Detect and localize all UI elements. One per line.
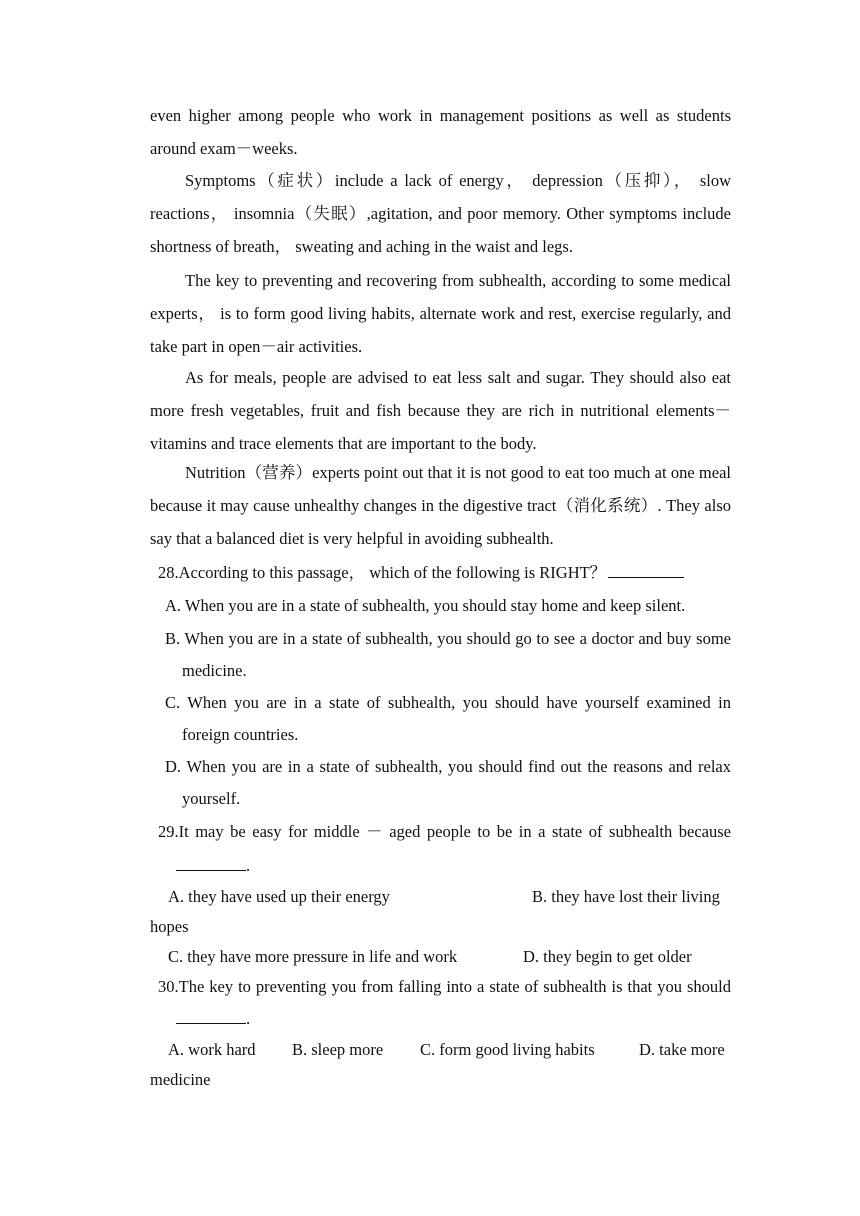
question-29-text: 29.It may be easy for middle － aged people to be in a state of subhealth because bbox=[158, 822, 731, 841]
question-29-end: . bbox=[246, 856, 251, 875]
question-30-text: 30.The key to preventing you from falling into a state of subhealth is that you should bbox=[158, 977, 731, 996]
passage-paragraph-2: The key to preventing and recovering from subhealth, according to some medical experts， is to form good living habits, alternate work and rest, exercise regularly, and take part in open－air activities. bbox=[150, 271, 731, 356]
question-28-option-a: A. When you are in a state of subhealth, you should stay home and keep silent. bbox=[165, 596, 686, 615]
wrapped-line: hopes bbox=[150, 917, 189, 936]
question-29-stem bbox=[150, 815, 731, 883]
passage-paragraph-0: even higher among people who work in management positions as well as students around exam－weeks. bbox=[150, 106, 731, 158]
question-30-option-a: A. work hard bbox=[168, 1040, 256, 1059]
passage-paragraph-3: As for meals, people are advised to eat less salt and sugar. They should also eat more fresh vegetables, fruit and fish because they are rich in nutritional elements－vitamins and trace elements that are important to the body. bbox=[150, 368, 731, 453]
question-30-stem bbox=[150, 971, 731, 1034]
question-29-option-d: D. they begin to get older bbox=[523, 947, 692, 966]
question-30-answer-blank[interactable] bbox=[176, 1006, 246, 1024]
question-28-stem bbox=[158, 560, 684, 585]
passage-paragraph-4: Nutrition（营养）experts point out that it is not good to eat too much at one meal because it may cause unhealthy changes in the digestive tract（消化系统）. They also say that a balanced diet is very helpful in avoiding subhealth. bbox=[150, 463, 731, 548]
question-29-option-b-text: B. they have lost their living hopes bbox=[532, 885, 720, 909]
question-28-answer-blank[interactable] bbox=[608, 560, 684, 578]
question-28-text: 28.According to this passage， which of the following is RIGHT？ bbox=[158, 563, 607, 582]
question-30-end: . bbox=[246, 1008, 251, 1028]
wrapped-line: medicine bbox=[150, 1070, 211, 1089]
question-30-option-c: C. form good living habits bbox=[420, 1040, 595, 1059]
passage-paragraph-1: Symptoms（症状）include a lack of energy， depression（压抑）， slow reactions， insomnia（失眠）,agitation, and poor memory. Other symptoms include shortness of breath， sweating and aching in the waist and legs. bbox=[150, 171, 731, 256]
question-28-option-c: C. When you are in a state of subhealth, you should have yourself examined in foreign countries. bbox=[165, 693, 731, 744]
question-28-option-d: D. When you are in a state of subhealth, you should find out the reasons and relax yourself. bbox=[165, 757, 731, 808]
question-29-option-a: A. they have used up their energy bbox=[168, 887, 390, 906]
question-29-option-c: C. they have more pressure in life and work bbox=[168, 947, 458, 966]
question-28-option-b: B. When you are in a state of subhealth, you should go to see a doctor and buy some medicine. bbox=[165, 629, 731, 680]
question-29-answer-blank[interactable] bbox=[176, 853, 246, 871]
question-30-option-b: B. sleep more bbox=[292, 1040, 384, 1059]
question-30-option-d-text: D. take more medicine bbox=[639, 1038, 725, 1062]
